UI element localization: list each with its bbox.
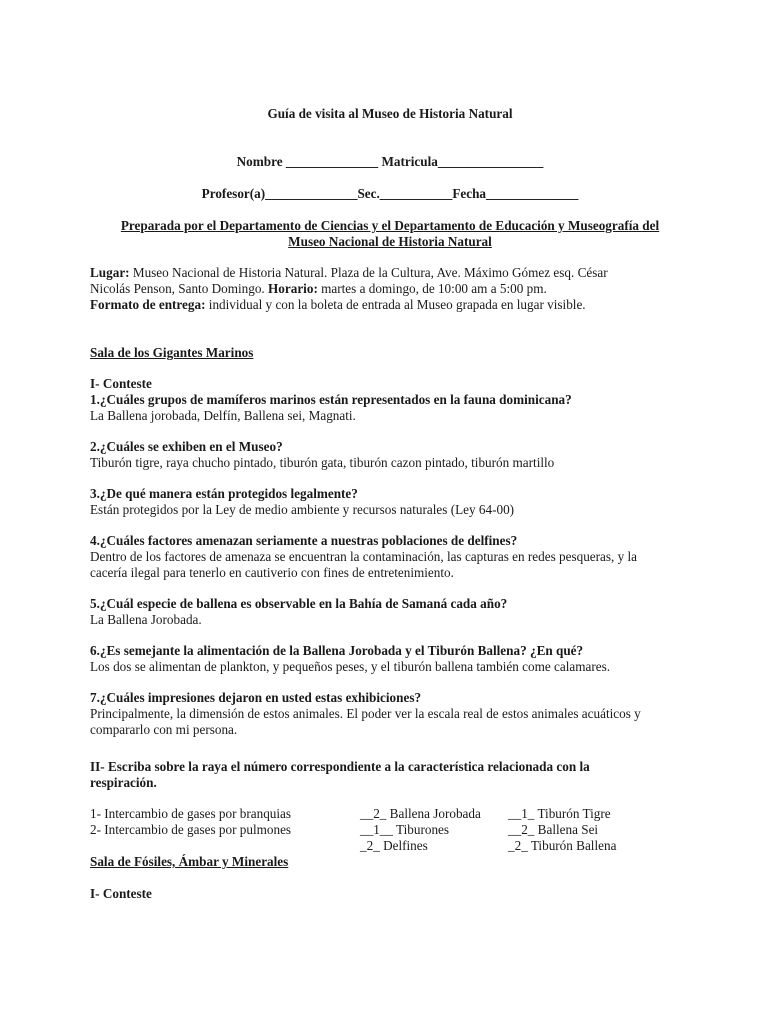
answer-blank: _2_ <box>508 838 528 853</box>
answer-text: La Ballena jorobada, Delfín, Ballena sei, Magnati. <box>90 408 356 423</box>
nombre-field: Nombre ______________ <box>236 154 379 169</box>
prepared-by: Preparada por el Departamento de Ciencias y el Departamento de Educación y Museografía del Museo Nacional de Historia Natural <box>120 218 660 249</box>
answer-blank: __1_ <box>508 806 535 821</box>
question-item <box>90 439 710 486</box>
question-text: 2.¿Cuáles se exhiben en el Museo? <box>90 439 283 454</box>
answer-blank: _2_ <box>360 838 380 853</box>
answer-text: La Ballena Jorobada. <box>90 612 202 627</box>
match-item: __1__ Tiburones <box>360 822 450 837</box>
answer-text: cacería ilegal para tenerlo en cautiverio con fines de entretenimiento. <box>90 565 454 580</box>
match-item: __2_ Ballena Jorobada <box>360 806 481 821</box>
question-item <box>90 596 710 643</box>
part2-instruction: II- Escriba sobre la raya el número correspondiente a la característica relacionada con la respiración. <box>90 759 590 790</box>
question-item <box>90 486 710 533</box>
part-heading: I- Conteste <box>90 376 152 391</box>
answer-blank: __1__ <box>360 822 393 837</box>
answer-text: Los dos se alimentan de plankton, y pequeños peses, y el tiburón ballena también come calamares. <box>90 659 611 674</box>
question-text: 1.¿Cuáles grupos de mamíferos marinos están representados en la fauna dominicana? <box>90 392 572 407</box>
answer-text: Están protegidos por la Ley de medio ambiente y recursos naturales (Ley 64-00) <box>90 502 515 517</box>
match-item: _2_ Delfines <box>360 838 428 853</box>
part-heading: I- Conteste <box>90 886 152 901</box>
question-text: 4.¿Cuáles factores amenazan seriamente a nuestras poblaciones de delfines? <box>90 533 518 548</box>
answer-blank: __2_ <box>508 822 535 837</box>
question-text: 5.¿Cuál especie de ballena es observable en la Bahía de Samaná cada año? <box>90 596 508 611</box>
question-item <box>90 643 710 690</box>
profesor-sec-fecha-line: Profesor(a)______________Sec.___________Fecha______________ <box>201 186 579 201</box>
matricula-field: Matricula________________ <box>381 154 544 169</box>
answer-text: Dentro de los factores de amenaza se encuentran la contaminación, las capturas en redes pesqueras, y la <box>90 549 638 564</box>
answer-text: Principalmente, la dimensión de estos animales. El poder ver la escala real de estos animales acuáticos y <box>90 706 641 721</box>
name-matricula-line <box>90 154 690 170</box>
match-item: _2_ Tiburón Ballena <box>508 838 617 853</box>
section-title: Sala de los Gigantes Marinos <box>90 345 254 360</box>
question-item <box>90 690 710 753</box>
key-item: 2- Intercambio de gases por pulmones <box>90 822 292 837</box>
answer-text: Tiburón tigre, raya chucho pintado, tiburón gata, tiburón cazon pintado, tiburón martillo <box>90 455 555 470</box>
match-item: __2_ Ballena Sei <box>508 822 599 837</box>
answer-blank: __2_ <box>360 806 387 821</box>
document-title: Guía de visita al Museo de Historia Natural <box>267 106 513 121</box>
question-item <box>90 392 710 439</box>
question-text: 6.¿Es semejante la alimentación de la Ballena Jorobada y el Tiburón Ballena? ¿En qué? <box>90 643 584 658</box>
visit-info: Lugar: Museo Nacional de Historia Natural. Plaza de la Cultura, Ave. Máximo Gómez esq. César Nicolás Penson, Santo Domingo. Horario: martes a domingo, de 10:00 am a 5:00 pm. Formato de entrega: individual y con la boleta de entrada al Museo grapada en lugar visible. <box>90 265 608 312</box>
question-text: 7.¿Cuáles impresiones dejaron en usted estas exhibiciones? <box>90 690 422 705</box>
question-text: 3.¿De qué manera están protegidos legalmente? <box>90 486 358 501</box>
section-title: Sala de Fósiles, Ámbar y Minerales <box>90 854 289 869</box>
question-list <box>90 392 710 753</box>
match-item: __1_ Tiburón Tigre <box>508 806 611 821</box>
answer-text: compararlo con mi persona. <box>90 722 238 737</box>
key-item: 1- Intercambio de gases por branquias <box>90 806 292 821</box>
question-item <box>90 533 710 596</box>
